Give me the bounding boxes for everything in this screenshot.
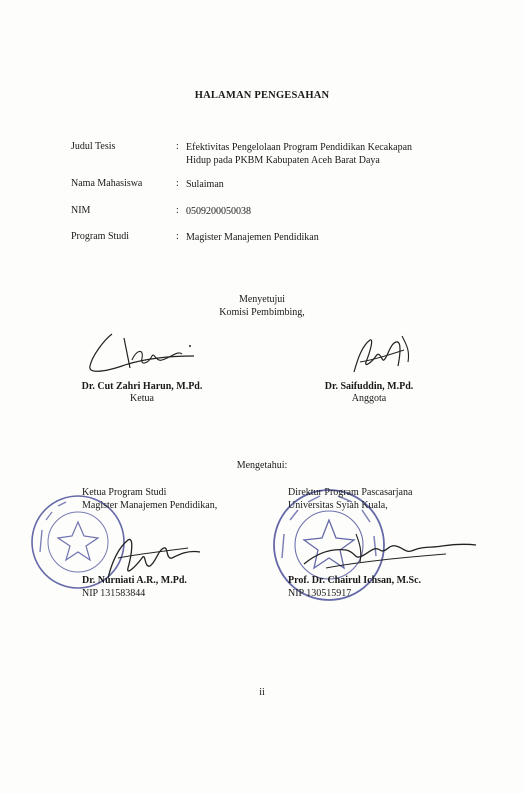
- program-head-nip: NIP 131583844: [82, 588, 146, 599]
- field-value-nim: 0509200050038: [186, 206, 251, 217]
- field-colon: :: [176, 231, 179, 242]
- supervisor-ketua-role: Ketua: [130, 393, 154, 404]
- program-head-titles: [82, 486, 217, 512]
- director-name: Prof. Dr. Chairul Ichsan, M.Sc.: [288, 575, 422, 586]
- field-label-prodi: Program Studi: [71, 231, 130, 242]
- signature-anggota: [340, 332, 420, 382]
- director-title-2: Universitas Syiah Kuala,: [288, 500, 388, 511]
- approval-line-2: Komisi Pembimbing,: [219, 307, 305, 318]
- supervisor-anggota-role: Anggota: [351, 393, 387, 404]
- supervisor-ketua-name: Dr. Cut Zahri Harun, M.Pd.: [81, 381, 203, 392]
- program-head-name: Dr. Nurniati A.R., M.Pd.: [82, 575, 187, 586]
- program-head-signatory: [82, 574, 187, 600]
- field-value-line: Efektivitas Pengelolaan Program Pendidikan Kecakapan: [186, 142, 413, 153]
- director-nip: NIP 130515917: [288, 588, 352, 599]
- field-label-nama: Nama Mahasiswa: [71, 178, 143, 189]
- field-colon: :: [176, 141, 179, 152]
- director-title-1: Direktur Program Pascasarjana: [288, 487, 413, 498]
- supervisor-ketua: [62, 381, 222, 405]
- field-label-judul: Judul Tesis: [71, 141, 116, 152]
- director-signatory: [288, 574, 421, 600]
- acknowledged-heading: Mengetahui:: [236, 460, 288, 471]
- field-colon: :: [176, 178, 179, 189]
- page-title: HALAMAN PENGESAHAN: [194, 90, 330, 101]
- approval-heading: [0, 293, 524, 319]
- field-value-nama: Sulaiman: [186, 179, 224, 190]
- program-head-title-1: Ketua Program Studi: [82, 487, 167, 498]
- supervisor-anggota-name: Dr. Saifuddin, M.Pd.: [324, 381, 414, 392]
- page-number: ii: [259, 687, 265, 698]
- program-head-title-2: Magister Manajemen Pendidikan,: [82, 500, 218, 511]
- supervisor-anggota: [294, 381, 444, 405]
- field-label-nim: NIM: [71, 205, 91, 216]
- field-value-prodi: Magister Manajemen Pendidikan: [186, 232, 319, 243]
- field-colon: :: [176, 205, 179, 216]
- approval-line-1: Menyetujui: [238, 294, 286, 305]
- field-value-line: Hidup pada PKBM Kabupaten Aceh Barat Daya: [186, 155, 380, 166]
- field-value-judul: [186, 141, 466, 167]
- signature-ketua: [82, 326, 202, 382]
- signature-director: [296, 524, 480, 576]
- director-titles: [288, 486, 412, 512]
